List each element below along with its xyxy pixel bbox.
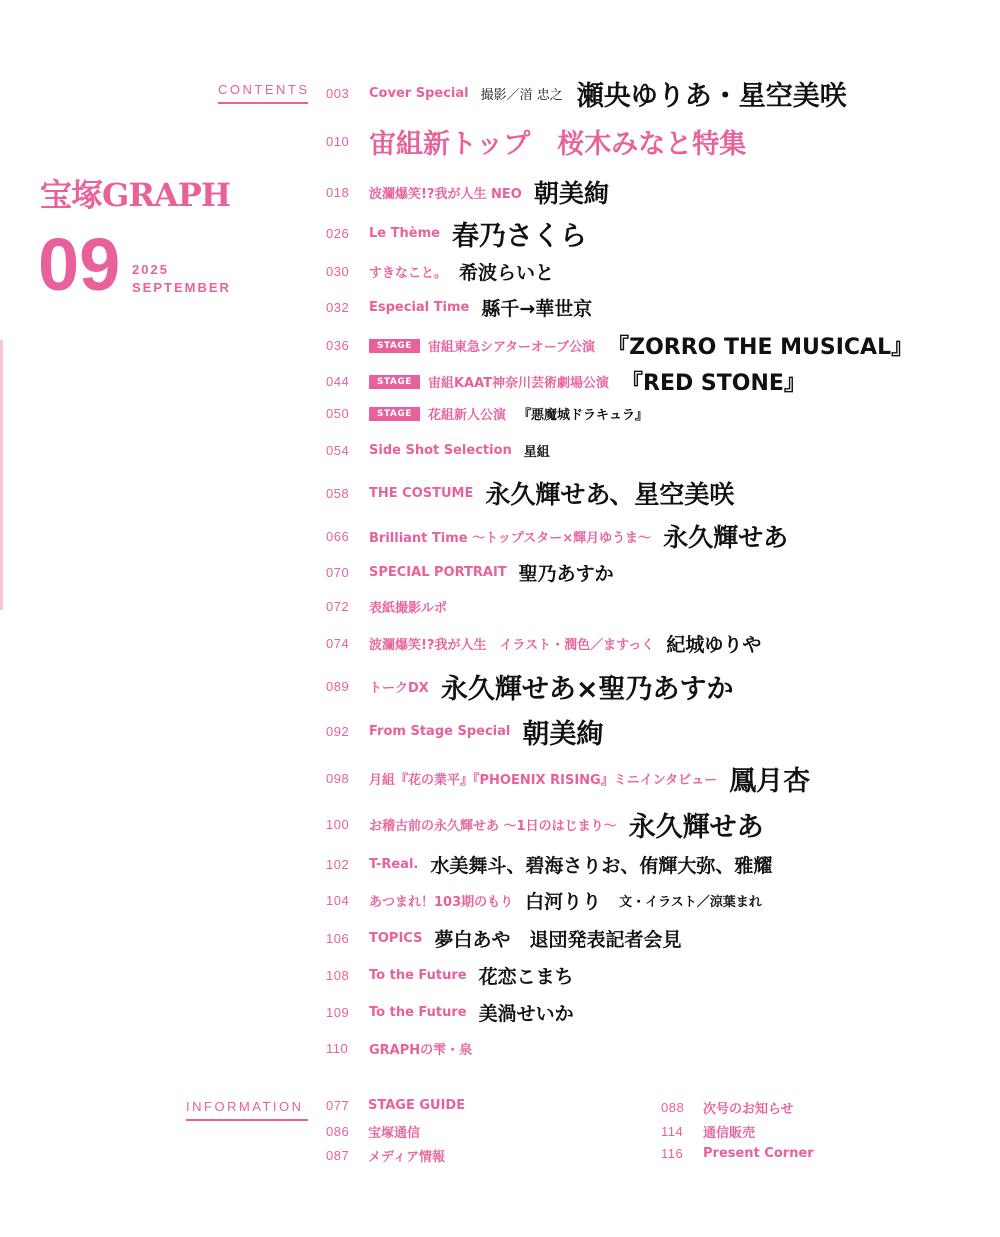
- issue-month: SEPTEMBER: [132, 280, 231, 295]
- contents-row[interactable]: [326, 597, 459, 616]
- page-number: 018: [326, 184, 350, 200]
- issue-year: 2025: [132, 262, 169, 277]
- entry-names: 白河りり: [525, 891, 602, 913]
- page-number: 102: [326, 857, 350, 872]
- entry-names: 永久輝せあ×聖乃あすか: [440, 674, 734, 705]
- section-title: 宙組東急シアターオーブ公演: [427, 340, 596, 355]
- page-number: 030: [326, 264, 350, 279]
- contents-row[interactable]: [326, 475, 734, 511]
- contents-row[interactable]: [326, 330, 913, 361]
- page-number: 088: [661, 1100, 685, 1115]
- stage-badge: STAGE: [369, 407, 420, 421]
- contents-row[interactable]: [326, 887, 762, 914]
- page-number: 089: [326, 679, 350, 694]
- page-number: 087: [326, 1148, 350, 1163]
- contents-row[interactable]: [326, 630, 761, 657]
- entry-names: 永久輝せあ: [628, 812, 764, 843]
- entry-names: 永久輝せあ、星空美咲: [485, 480, 735, 509]
- info-item[interactable]: [661, 1122, 755, 1141]
- contents-row[interactable]: [326, 1039, 484, 1058]
- contents-row[interactable]: [326, 712, 603, 751]
- entry-names: 『RED STONE』: [621, 371, 806, 396]
- entry-names: 縣千→華世京: [481, 298, 593, 320]
- entry-names: 瀬央ゆりあ・星空美咲: [576, 81, 847, 112]
- entry-names: 春乃さくら: [451, 221, 587, 252]
- entry-names: 『ZORRO THE MUSICAL』: [607, 335, 914, 360]
- page-number: 114: [661, 1124, 684, 1139]
- page-number: 104: [326, 893, 350, 908]
- section-title: To the Future: [369, 1005, 467, 1020]
- stage-badge: STAGE: [369, 339, 420, 353]
- page-number: 010: [326, 134, 350, 149]
- contents-row[interactable]: [326, 294, 592, 321]
- contents-row[interactable]: [326, 962, 574, 989]
- info-title: 宝塚通信: [368, 1126, 421, 1141]
- info-item[interactable]: [326, 1146, 445, 1165]
- entry-names: 鳳月杏: [729, 766, 811, 797]
- section-title: T-Real.: [369, 857, 419, 872]
- section-detail: 撮影／渞 忠之: [480, 88, 563, 103]
- page-number: 116: [661, 1146, 684, 1161]
- page-number: 070: [326, 565, 350, 580]
- entry-names: 永久輝せあ: [663, 523, 789, 552]
- page-number: 066: [326, 528, 350, 544]
- contents-row[interactable]: [326, 667, 733, 706]
- entry-names: 星組: [523, 445, 550, 460]
- section-title: 花組新人公演: [427, 408, 506, 423]
- contents-row[interactable]: [326, 805, 764, 844]
- entry-names: 花恋こまち: [478, 966, 574, 988]
- section-title: THE COSTUME: [369, 485, 474, 501]
- page-number: 032: [326, 300, 350, 315]
- section-title: Cover Special: [369, 86, 469, 101]
- information-heading: INFORMATION: [186, 1099, 308, 1121]
- contents-row[interactable]: [326, 214, 587, 253]
- contents-row[interactable]: [326, 851, 772, 878]
- section-title: お稽古前の永久輝せあ 〜1日のはじまり〜: [369, 819, 617, 834]
- info-title: STAGE GUIDE: [368, 1098, 466, 1113]
- page-number: 108: [326, 968, 350, 983]
- entry-names: 美渦せいか: [478, 1003, 574, 1025]
- entry-names: 朝美絢: [522, 719, 604, 750]
- page-number: 036: [326, 338, 350, 353]
- contents-row[interactable]: [326, 999, 574, 1026]
- section-title: 表紙撮影ルポ: [369, 601, 448, 616]
- section-title: トークDX: [369, 681, 429, 696]
- info-item[interactable]: [326, 1098, 465, 1113]
- section-title: Especial Time: [369, 300, 470, 315]
- section-title: SPECIAL PORTRAIT: [369, 565, 507, 580]
- section-title: Le Thème: [369, 226, 440, 241]
- contents-heading: CONTENTS: [218, 82, 308, 104]
- contents-row[interactable]: [326, 404, 648, 423]
- contents-row[interactable]: [326, 366, 806, 397]
- stage-badge: STAGE: [369, 375, 420, 389]
- page-number: 050: [326, 406, 350, 421]
- page-number: 074: [326, 636, 350, 651]
- section-title: GRAPHの雫・泉: [369, 1043, 473, 1058]
- feature-title: 宙組新トップ 桜木みなと特集: [369, 129, 747, 160]
- entry-names: 夢白あや 退団発表記者会見: [434, 929, 682, 951]
- contents-row[interactable]: [326, 559, 614, 586]
- info-title: 通信販売: [703, 1126, 756, 1141]
- entry-names: 水美舞斗、碧海さりお、侑輝大弥、雅耀: [430, 855, 773, 877]
- info-item[interactable]: [326, 1122, 420, 1141]
- entry-names: 紀城ゆりや: [666, 634, 762, 656]
- section-title: From Stage Special: [369, 724, 511, 739]
- section-title: Brilliant Time 〜トップスター×輝月ゆうま〜: [369, 530, 652, 546]
- section-title: TOPICS: [369, 931, 423, 946]
- info-title: Present Corner: [703, 1146, 814, 1161]
- contents-row[interactable]: [326, 122, 746, 161]
- entry-names: 希波らいと: [459, 262, 555, 284]
- entry-credit: 文・イラスト／涼葉まれ: [619, 895, 762, 910]
- page-number: 054: [326, 443, 350, 458]
- section-title: 波瀾爆笑!?我が人生 NEO: [369, 186, 522, 202]
- contents-row[interactable]: [326, 925, 681, 952]
- section-title: 宙組KAAT神奈川芸術劇場公演: [427, 376, 609, 391]
- contents-row[interactable]: [326, 518, 788, 554]
- page-number: 072: [326, 599, 350, 614]
- page-number: 003: [326, 86, 350, 101]
- contents-row[interactable]: [326, 74, 847, 113]
- page-number: 100: [326, 817, 350, 832]
- page-number: 044: [326, 374, 350, 389]
- page-number: 106: [326, 931, 350, 946]
- page-number: 026: [326, 226, 350, 241]
- page-number: 109: [326, 1005, 350, 1020]
- info-item[interactable]: [661, 1098, 794, 1117]
- page-number: 058: [326, 485, 350, 501]
- contents-row[interactable]: [326, 441, 550, 460]
- entry-names: 『悪魔城ドラキュラ』: [517, 408, 648, 423]
- entry-names: 聖乃あすか: [518, 563, 614, 585]
- info-title: メディア情報: [368, 1150, 445, 1165]
- contents-row[interactable]: [326, 759, 810, 798]
- left-edge-strip: [0, 340, 3, 610]
- section-title: あつまれ！103期のもり: [369, 895, 514, 910]
- info-title: 次号のお知らせ: [703, 1102, 794, 1117]
- section-title: Side Shot Selection: [369, 443, 512, 458]
- contents-row[interactable]: [326, 174, 609, 210]
- magazine-logo: 宝塚GRAPH: [40, 176, 231, 214]
- section-title: To the Future: [369, 968, 467, 983]
- page-number: 086: [326, 1124, 350, 1139]
- page-number: 098: [326, 771, 350, 786]
- section-title: 月組『花の業平』『PHOENIX RISING』ミニインタビュー: [369, 773, 718, 788]
- page-number: 110: [326, 1041, 349, 1056]
- contents-row[interactable]: [326, 258, 554, 285]
- section-title: すきなこと。: [369, 266, 448, 281]
- section-title: 波瀾爆笑!?我が人生 イラスト・潤色／ますっく: [369, 638, 655, 653]
- page-number: 092: [326, 724, 350, 739]
- issue-number: 09: [38, 223, 121, 306]
- page-number: 077: [326, 1098, 350, 1113]
- info-item[interactable]: [661, 1146, 814, 1161]
- entry-names: 朝美絢: [533, 179, 609, 208]
